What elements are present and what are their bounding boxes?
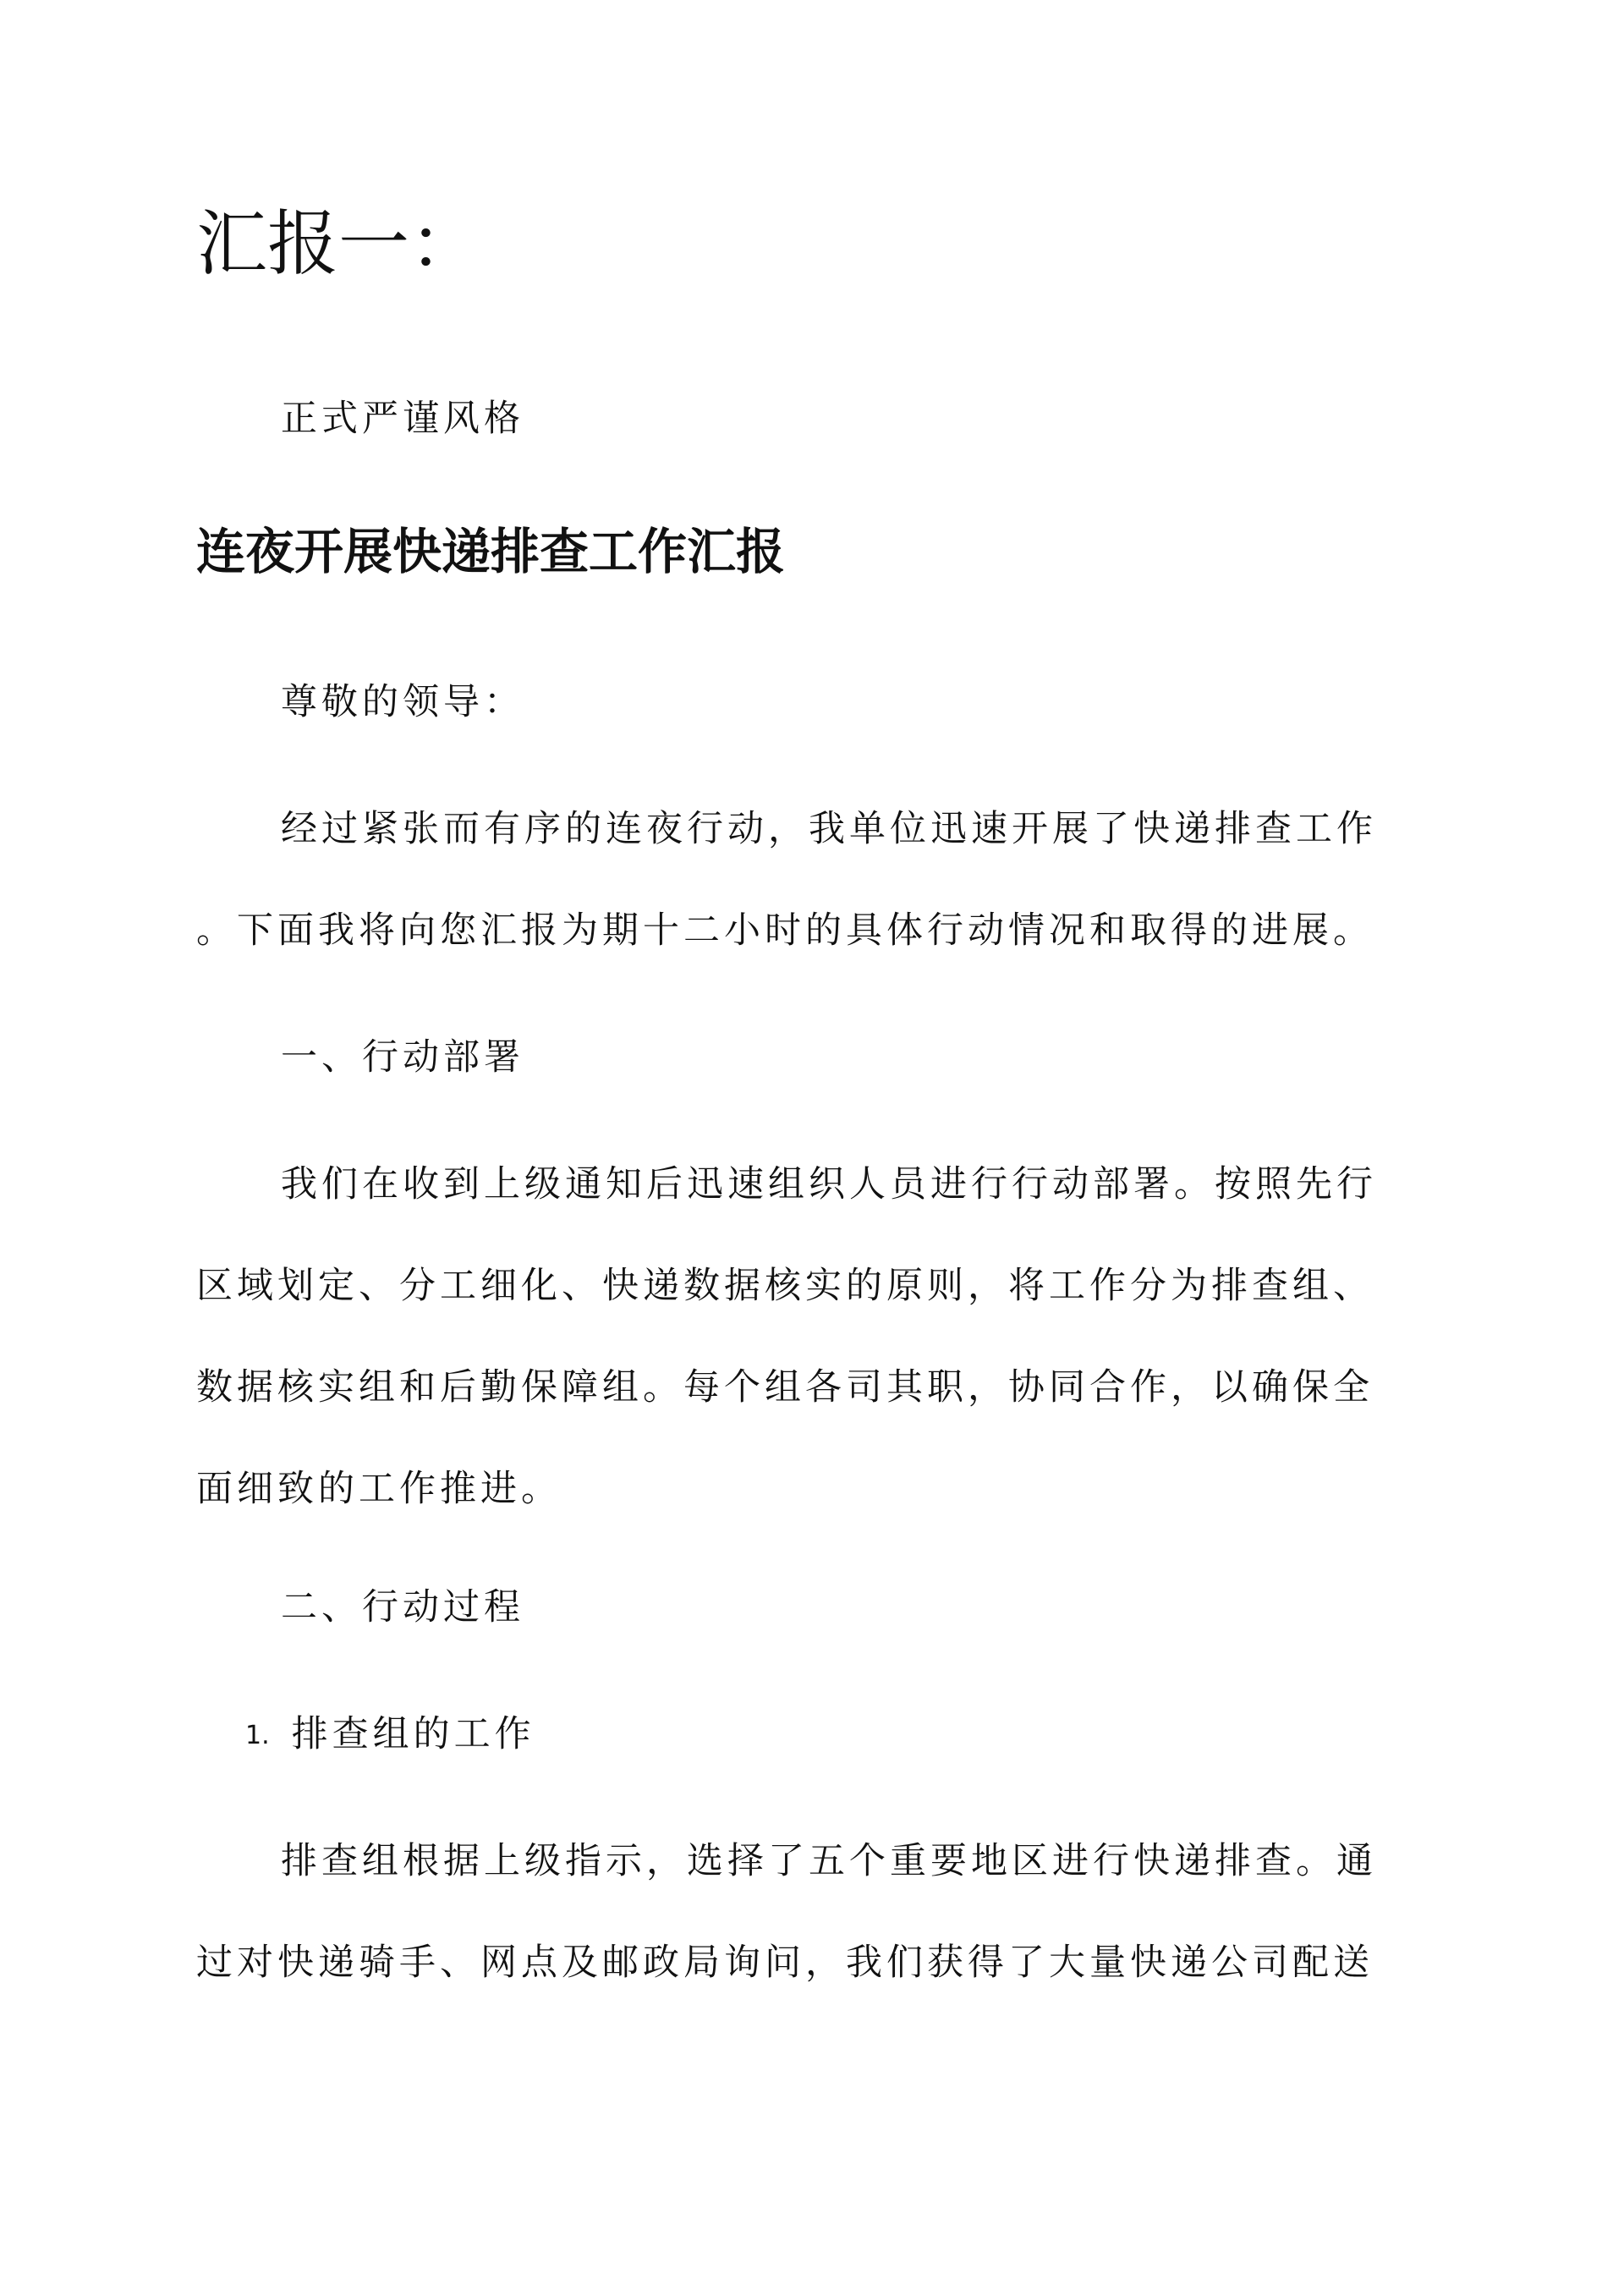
document-title: 连夜开展快递排查工作汇报	[196, 523, 786, 580]
list-item-label: 排查组的工作	[291, 1713, 535, 1755]
list-item-1	[245, 1713, 535, 1757]
section-1-line-2: 区域划定、分工细化、快递数据核实的原则，将工作分为排查组、	[196, 1265, 1374, 1307]
salutation: 尊敬的领导：	[281, 681, 524, 723]
report-heading: 汇报一：	[196, 202, 481, 285]
section-1-line-1: 我们在收到上级通知后迅速组织人员进行行动部署。按照先行	[281, 1163, 1377, 1206]
section-2-line-1: 排查组根据上级指示，选择了五个重要地区进行快递排查。通	[281, 1840, 1377, 1882]
section-1-heading: 一、行动部署	[281, 1036, 524, 1079]
section-1-line-3: 数据核实组和后勤保障组。每个组各司其职，协同合作，以确保全	[196, 1366, 1374, 1409]
intro-line-1: 经过紧张而有序的连夜行动，我单位迅速开展了快递排查工作	[281, 808, 1377, 850]
section-2-heading: 二、行动过程	[281, 1586, 524, 1629]
intro-line-2: 。下面我将向您汇报为期十二小时的具体行动情况和取得的进展。	[196, 909, 1374, 952]
list-item-number: 1.	[245, 1721, 270, 1750]
section-2-line-2: 过对快递骑手、网点及邮政局询问，我们获得了大量快递公司配送	[196, 1942, 1374, 1984]
style-note: 正式严谨风格	[281, 398, 524, 440]
section-1-line-4: 面细致的工作推进。	[196, 1468, 562, 1510]
